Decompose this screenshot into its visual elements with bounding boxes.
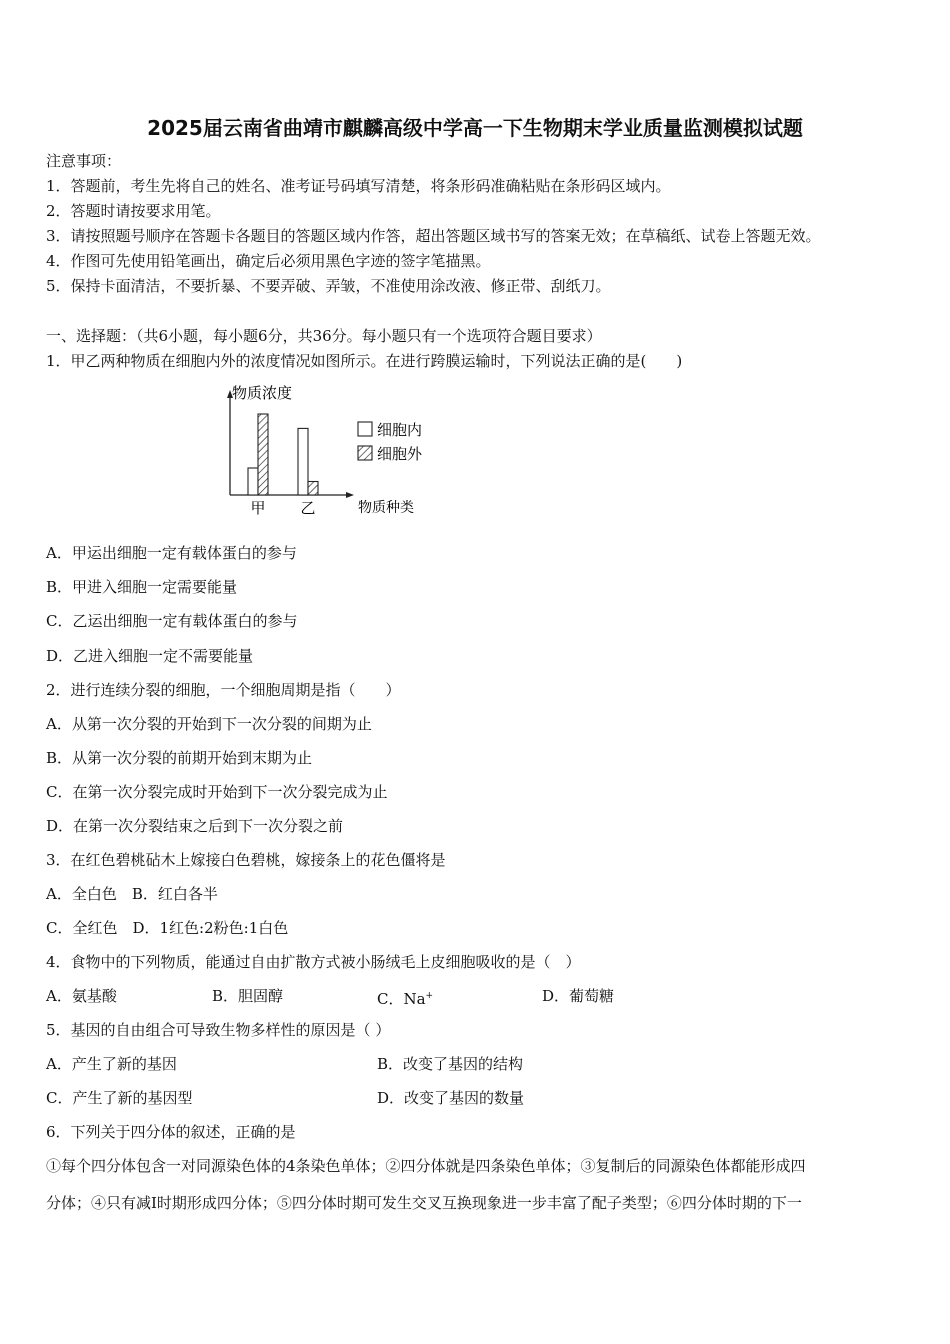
q2-option-a: A．从第一次分裂的开始到下一次分裂的间期为止 bbox=[46, 715, 372, 733]
q5-stem: 5．基因的自由组合可导致生物多样性的原因是（ ） bbox=[46, 1021, 391, 1039]
bar-jia-outside bbox=[258, 414, 268, 495]
q2-option-d: D．在第一次分裂结束之后到下一次分裂之前 bbox=[46, 817, 344, 835]
notice-heading: 注意事项： bbox=[46, 152, 122, 170]
notice-item-1: 1．答题前，考生先将自己的姓名、准考证号码填写清楚，将条形码准确粘贴在条形码区域内。 bbox=[46, 177, 671, 195]
q1-option-b: B．甲进入细胞一定需要能量 bbox=[46, 578, 238, 596]
q2-option-b: B．从第一次分裂的前期开始到末期为止 bbox=[46, 749, 313, 767]
category-label: 甲 bbox=[250, 499, 266, 517]
legend-label: 细胞外 bbox=[377, 445, 423, 463]
x-axis-label: 物质种类 bbox=[358, 500, 414, 516]
section-heading: 一、选择题：（共6小题，每小题6分，共36分。每小题只有一个选项符合题目要求） bbox=[46, 327, 602, 345]
q1-option-d: D．乙进入细胞一定不需要能量 bbox=[46, 647, 254, 665]
q6-stem: 6．下列关于四分体的叙述，正确的是 bbox=[46, 1123, 296, 1141]
page-title: 2025届云南省曲靖市麒麟高级中学高一下生物期末学业质量监测模拟试题 bbox=[147, 116, 803, 140]
concentration-chart bbox=[210, 380, 450, 520]
q4-option-d: D．葡萄糖 bbox=[542, 987, 615, 1005]
notice-item-5: 5．保持卡面清洁，不要折暴、不要弄破、弄皱，不准使用涂改液、修正带、刮纸刀。 bbox=[46, 277, 611, 295]
bar-yi-outside bbox=[308, 482, 318, 496]
bar-yi-inside bbox=[298, 428, 308, 495]
legend-label: 细胞内 bbox=[377, 421, 423, 439]
y-axis-label: 物质浓度 bbox=[232, 384, 293, 402]
q4-option-a: A．氨基酸 bbox=[46, 987, 117, 1005]
q4-option-c-charge: + bbox=[425, 991, 434, 1001]
bar-jia-inside bbox=[248, 468, 258, 495]
q4-option-b: B．胆固醇 bbox=[212, 987, 284, 1005]
q5-option-d: D．改变了基因的数量 bbox=[377, 1089, 525, 1107]
q6-statement-line1: ①每个四分体包含一对同源染色体的4条染色单体；②四分体就是四条染色单体；③复制后的同源染色体都能形成四 bbox=[46, 1157, 806, 1175]
q4-option-c-text: C．Na bbox=[377, 990, 426, 1008]
x-axis-arrow bbox=[346, 492, 354, 498]
q3-stem: 3．在红色碧桃砧木上嫁接白色碧桃，嫁接条上的花色僵将是 bbox=[46, 851, 446, 869]
q2-option-c: C．在第一次分裂完成时开始到下一次分裂完成为止 bbox=[46, 783, 388, 801]
q1-option-c: C．乙运出细胞一定有载体蛋白的参与 bbox=[46, 612, 298, 630]
notice-item-3: 3．请按照题号顺序在答题卡各题目的答题区域内作答，超出答题区域书写的答案无效；在草稿纸、试卷上答题无效。 bbox=[46, 227, 821, 245]
legend-swatch bbox=[358, 446, 372, 460]
q6-statement-line2: 分体；④只有减Ⅰ时期形成四分体；⑤四分体时期可发生交叉互换现象进一步丰富了配子类型；⑥四分体时期的下一 bbox=[46, 1194, 802, 1212]
notice-item-4: 4．作图可先使用铅笔画出，确定后必须用黑色字迹的签字笔描黑。 bbox=[46, 252, 491, 270]
category-label: 乙 bbox=[300, 499, 316, 517]
q2-stem: 2．进行连续分裂的细胞，一个细胞周期是指（ ） bbox=[46, 681, 401, 699]
q4-option-c bbox=[377, 985, 433, 1010]
q5-option-b: B．改变了基因的结构 bbox=[377, 1055, 524, 1073]
q1-stem: 1．甲乙两种物质在细胞内外的浓度情况如图所示。在进行跨膜运输时，下列说法正确的是( ) bbox=[46, 352, 683, 370]
q1-option-a: A．甲运出细胞一定有载体蛋白的参与 bbox=[46, 544, 297, 562]
q3-options-line2: C．全红色 D．1红色:2粉色:1白色 bbox=[46, 919, 289, 937]
notice-item-2: 2．答题时请按要求用笔。 bbox=[46, 202, 221, 220]
q5-option-c: C．产生了新的基因型 bbox=[46, 1089, 193, 1107]
q4-stem: 4．食物中的下列物质，能通过自由扩散方式被小肠绒毛上皮细胞吸收的是（ ） bbox=[46, 953, 581, 971]
q3-options-line1: A．全白色 B．红白各半 bbox=[46, 885, 218, 903]
q5-option-a: A．产生了新的基因 bbox=[46, 1055, 177, 1073]
legend-swatch bbox=[358, 422, 372, 436]
